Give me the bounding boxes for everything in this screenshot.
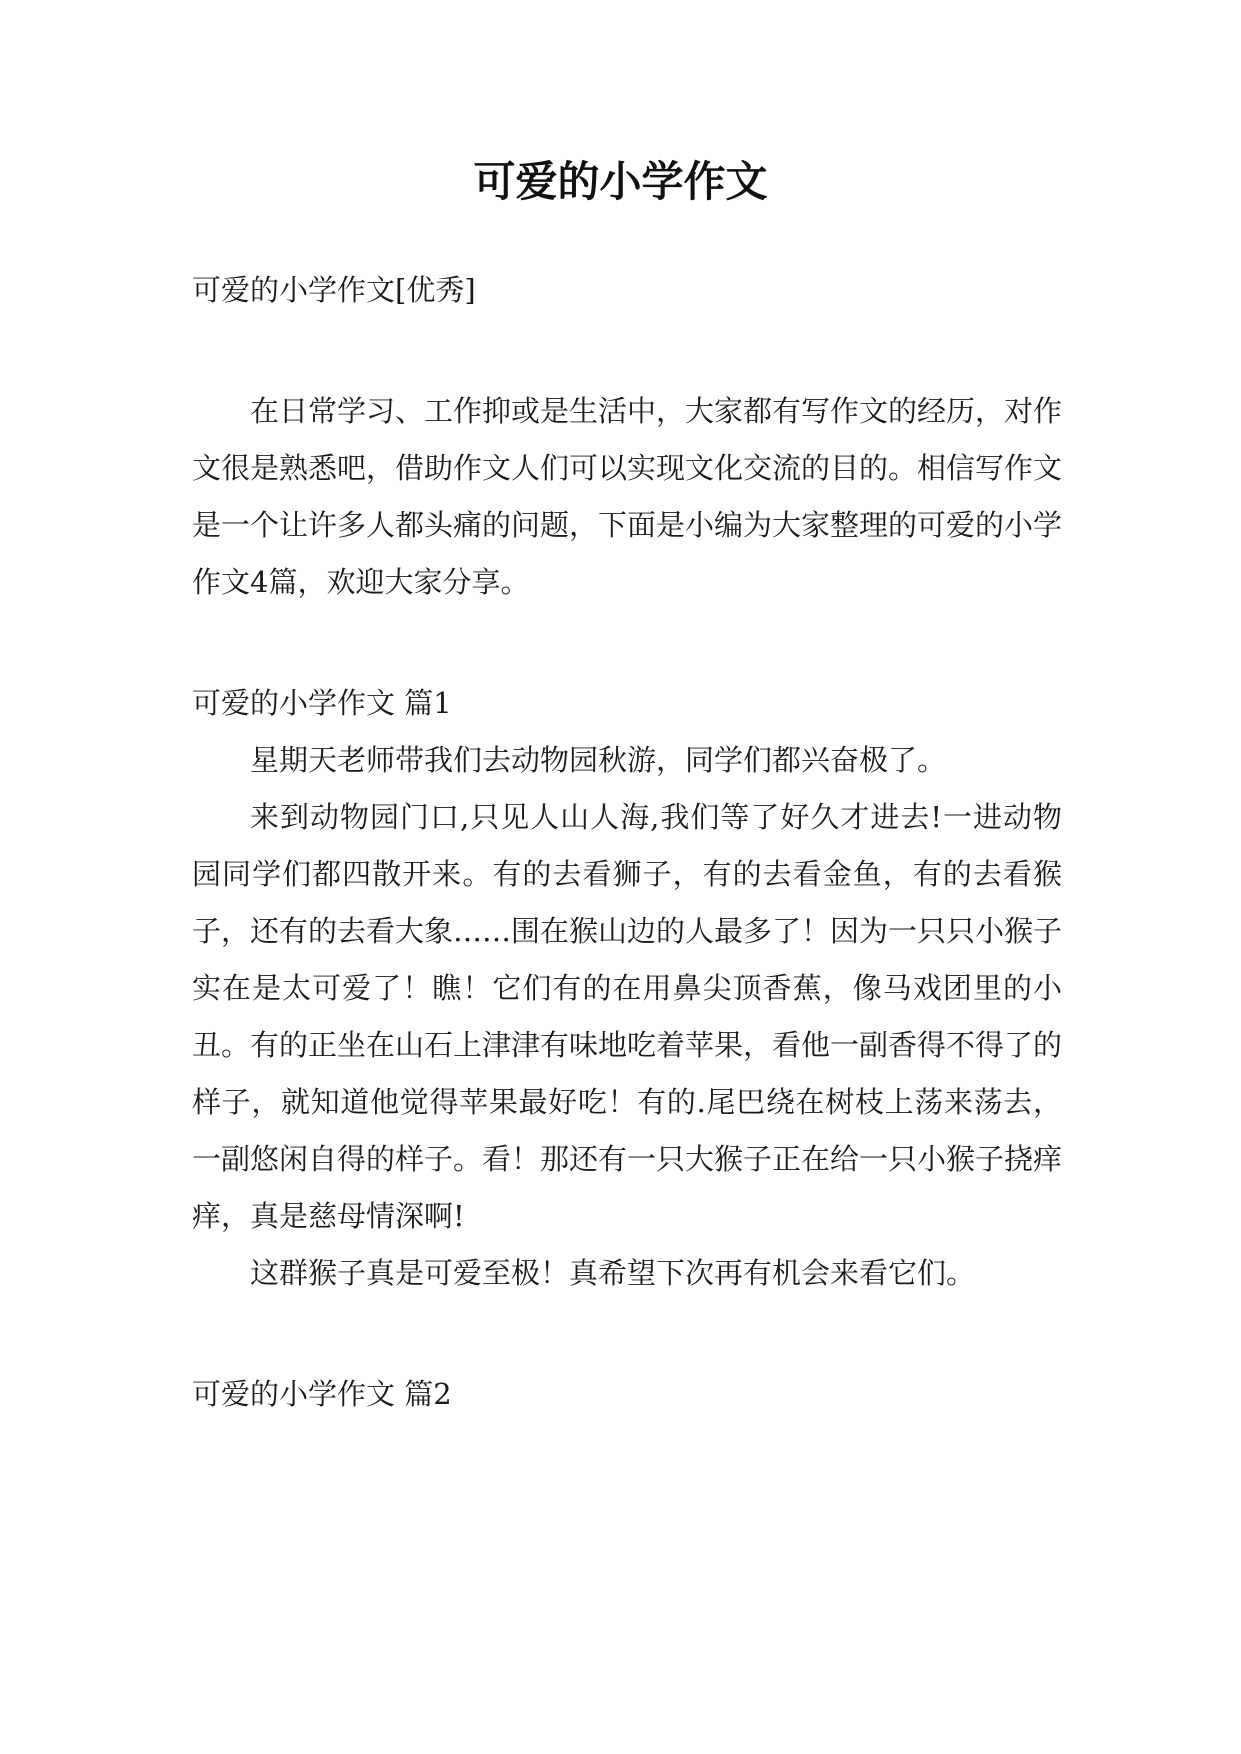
section-heading: 可爱的小学作文 篇1	[192, 686, 452, 720]
section-paragraph: 星期天老师带我们去动物园秋游，同学们都兴奋极了。	[250, 743, 947, 777]
section-heading: 可爱的小学作文 篇2	[192, 1377, 452, 1411]
document-subtitle: 可爱的小学作文[优秀]	[192, 273, 476, 307]
section-paragraph: 这群猴子真是可爱至极！真希望下次再有机会来看它们。	[250, 1256, 976, 1290]
document-title: 可爱的小学作文	[473, 157, 768, 206]
intro-paragraph: 在日常学习、工作抑或是生活中，大家都有写作文的经历，对作文很是熟悉吧，借助作文人们可以实现文化交流的目的。相信写作文是一个让许多人都头痛的问题，下面是小编为大家整理的可爱的小学作文4篇，欢迎大家分享。	[192, 394, 1063, 599]
document-body	[192, 262, 1062, 1423]
section-paragraph: 来到动物园门口,只见人山人海,我们等了好久才进去!一进动物园同学们都四散开来。有的去看狮子，有的去看金鱼，有的去看猴子，还有的去看大象……围在猴山边的人最多了！因为一只只小猴子实在是太可爱了！瞧！它们有的在用鼻尖顶香蕉，像马戏团里的小丑。有的正坐在山石上津津有味地吃着苹果，看他一副香得不得了的样子，就知道他觉得苹果最好吃！有的.尾巴绕在树枝上荡来荡去，一副悠闲自得的样子。看！那还有一只大猴子正在给一只小猴子挠痒痒，真是慈母情深啊!	[192, 800, 1063, 1233]
